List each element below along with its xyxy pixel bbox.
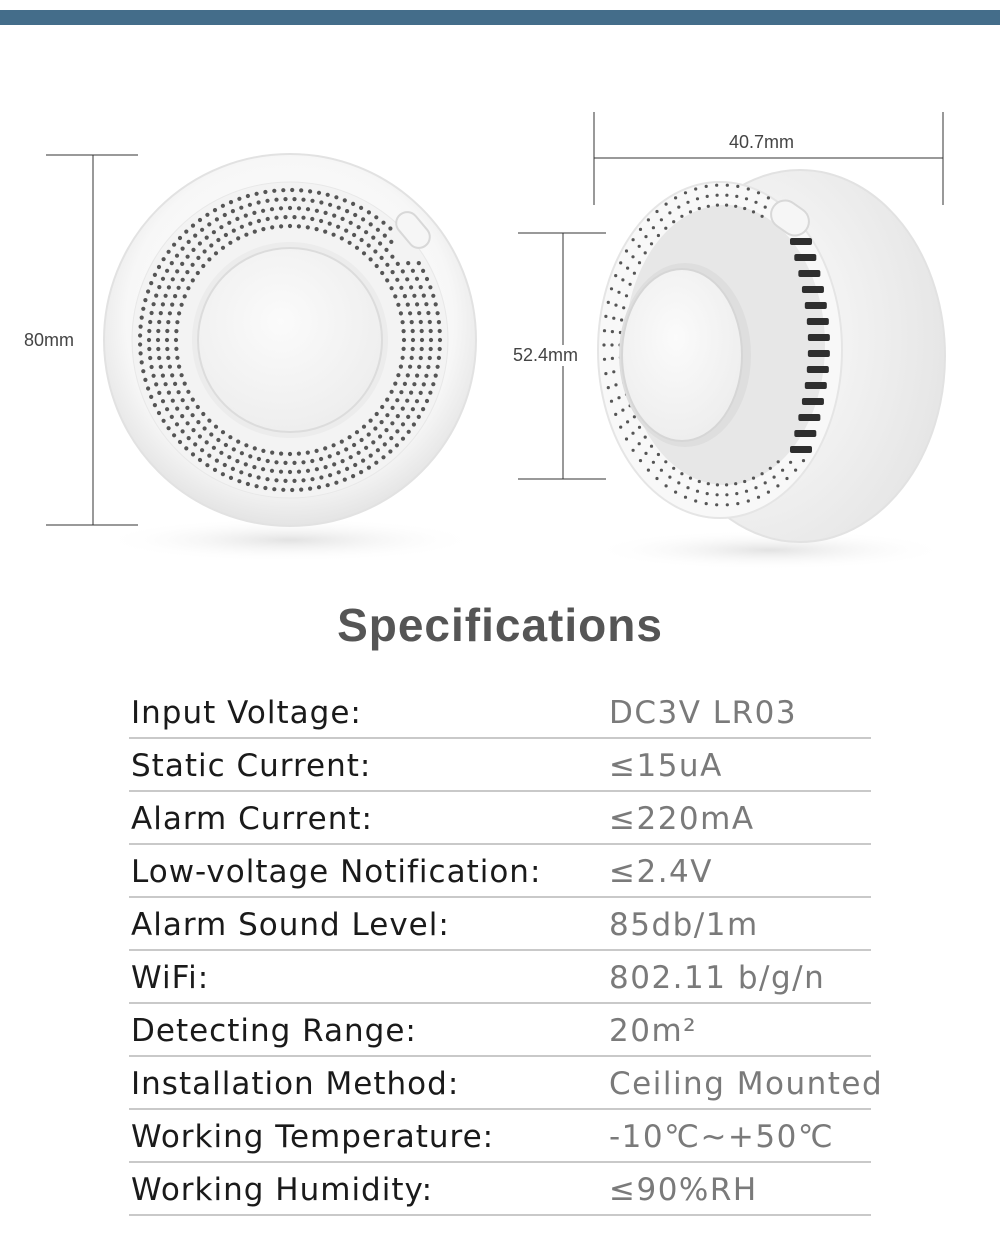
spec-row [129,898,871,951]
spec-label: Alarm Current: [131,801,373,837]
spec-row [129,1163,871,1216]
spec-label: Working Temperature: [131,1119,495,1155]
spec-label: Working Humidity: [131,1172,434,1208]
spec-row [129,845,871,898]
spec-row [129,1110,871,1163]
spec-row [129,1004,871,1057]
spec-value: ≤15uA [609,748,723,784]
spec-value: DC3V LR03 [609,695,798,731]
spec-value: Ceiling Mounted [609,1066,884,1102]
spec-value: 802.11 b/g/n [609,960,826,996]
spec-value: 85db/1m [609,907,759,943]
spec-label: WiFi: [131,960,210,996]
spec-label: Low-voltage Notification: [131,854,542,890]
spec-row [129,739,871,792]
spec-label: Static Current: [131,748,372,784]
product-illustration [0,100,1000,580]
spec-label: Input Voltage: [131,695,362,731]
spec-row [129,951,871,1004]
top-accent-bar [0,10,1000,25]
spec-row [129,792,871,845]
spec-row [129,686,871,739]
detector-side-view [590,170,950,570]
spec-value: ≤2.4V [609,854,713,890]
side-height-dimension-label: 52.4mm [513,345,579,365]
spec-label: Alarm Sound Level: [131,907,450,943]
specifications-heading: Specifications [337,599,663,651]
spec-label: Installation Method: [131,1066,460,1102]
height-dimension-label: 80mm [24,330,75,350]
spec-value: 20m² [609,1013,698,1049]
spec-label: Detecting Range: [131,1013,417,1049]
detector-front-view [100,154,480,562]
depth-dimension-label: 40.7mm [729,132,795,152]
spec-row [129,1057,884,1110]
spec-value: ≤220mA [609,801,755,837]
spec-value: ≤90%RH [609,1172,758,1208]
specifications-table [129,686,884,1216]
spec-value: -10℃~+50℃ [609,1119,835,1155]
